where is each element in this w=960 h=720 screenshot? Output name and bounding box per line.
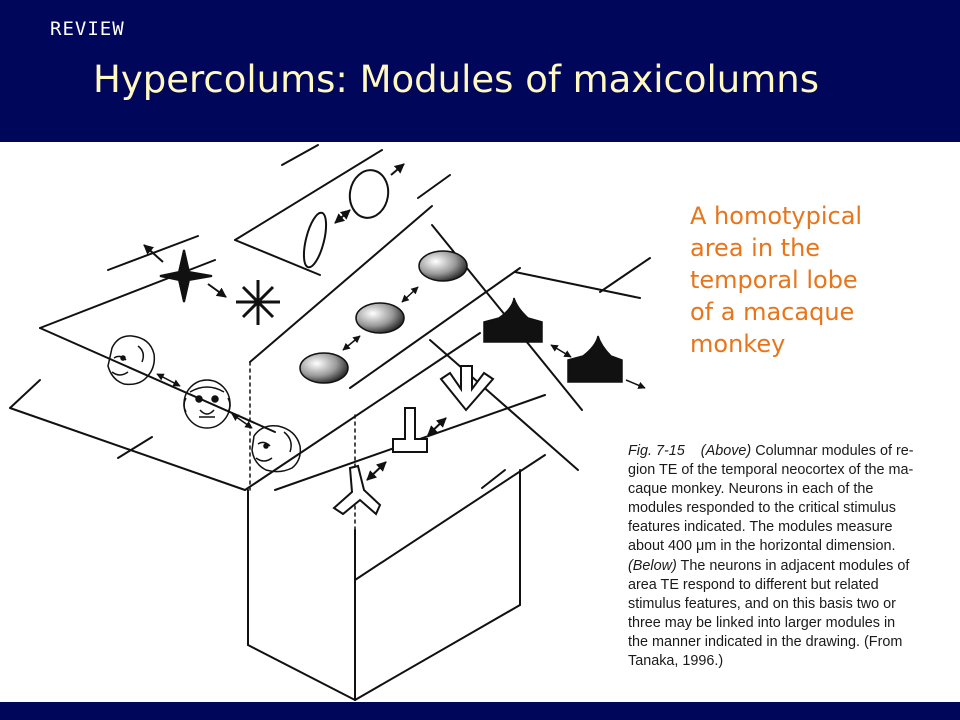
measure-prefix: about 400 xyxy=(628,538,693,555)
caption-line xyxy=(628,537,958,556)
caption-text: The neurons in adjacent modules of xyxy=(680,557,910,574)
footer-bar xyxy=(0,702,960,720)
caption-line: caque monkey. Neurons in each of the xyxy=(628,481,874,498)
measure-suffix: in the horizontal dimension. xyxy=(720,538,896,555)
caption-text: Columnar modules of re- xyxy=(755,443,914,459)
monkey-face-front xyxy=(184,380,230,428)
figure-label: Fig. 7-15 xyxy=(628,443,685,459)
caption-line xyxy=(628,557,958,576)
caption-line: features indicated. The modules measure xyxy=(628,519,893,536)
caption-line xyxy=(628,442,958,461)
caption-line: area TE respond to different but related xyxy=(628,576,879,593)
geometric-form-stimuli xyxy=(334,366,493,514)
annotation-text xyxy=(690,200,930,360)
header-bar xyxy=(0,0,960,142)
caption-line: gion TE of the temporal neocortex of the ma- xyxy=(628,462,914,479)
ellipse-stimuli xyxy=(299,164,404,269)
caption-line: three may be linked into larger modules in xyxy=(628,614,896,631)
annotation-line: temporal lobe xyxy=(690,266,858,294)
caption-line: modules responded to the critical stimulus xyxy=(628,500,896,517)
module-outlines xyxy=(10,145,650,700)
caption-line: the manner indicated in the drawing. (From xyxy=(628,633,903,650)
figure-caption xyxy=(628,442,958,671)
review-label: REVIEW xyxy=(50,18,125,40)
caption-line: stimulus features, and on this basis two or xyxy=(628,595,896,612)
monkey-face-side xyxy=(252,426,300,472)
cortex-modules-diagram xyxy=(0,142,660,702)
annotation-line: area in the xyxy=(690,234,821,262)
dark-silhouette-stimuli xyxy=(484,298,645,388)
star-stimuli xyxy=(144,245,280,325)
slide-title: Hypercolums: Modules of maxicolumns xyxy=(93,58,819,101)
below-label: (Below) xyxy=(628,557,677,574)
annotation-line: A homotypical xyxy=(690,202,863,230)
annotation-line: of a macaque xyxy=(690,298,855,326)
annotation-line: monkey xyxy=(690,330,786,358)
above-label: (Above) xyxy=(700,443,752,459)
caption-line: Tanaka, 1996.) xyxy=(628,653,724,670)
measure-unit: μm xyxy=(696,538,717,555)
